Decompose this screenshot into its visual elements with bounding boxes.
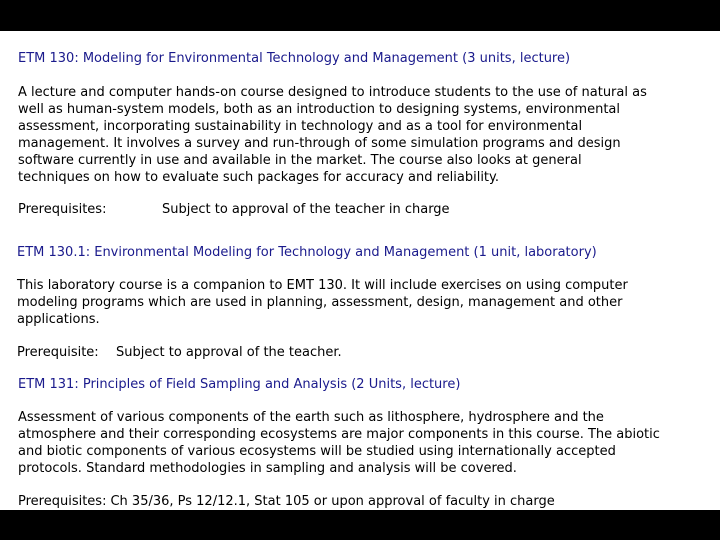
- course-prerequisites-etm130-1: [17, 344, 707, 361]
- course-prerequisites-etm130: [18, 201, 708, 218]
- prerequisites-value: Subject to approval of the teacher in charge: [162, 202, 450, 217]
- course-description-etm130: A lecture and computer hands-on course designed to introduce students to the use of natural as well as human-system models, both as an introduction to designing systems, environmental assessment, incorporating sustainability in technology and as a tool for environmental management. It involves a survey and run-through of some simulation programs and design software currently in use and available in the market. The course also looks at general techniques on how to evaluate such packages for accuracy and reliability.: [18, 85, 647, 185]
- prerequisites-label: Prerequisites:: [18, 202, 107, 217]
- prerequisites-label: Prerequisite:: [17, 345, 99, 360]
- course-title-etm131: ETM 131: Principles of Field Sampling and Analysis (2 Units, lecture): [18, 377, 461, 392]
- course-description-etm131: Assessment of various components of the earth such as lithosphere, hydrosphere and the atmosphere and their corresponding ecosystems are major components in this course. The abiotic and biotic components of various ecosystems will be studied using internationally accepted protocols. Standard methodologies in sampling and analysis will be covered.: [18, 410, 660, 476]
- document-page: [0, 31, 720, 510]
- course-description-etm130-1: This laboratory course is a companion to EMT 130. It will include exercises on using computer modeling programs which are used in planning, assessment, design, management and other applications.: [17, 278, 628, 327]
- prerequisites-value: Ch 35/36, Ps 12/12.1, Stat 105 or upon approval of faculty in charge: [110, 494, 555, 509]
- course-title-etm130-1: ETM 130.1: Environmental Modeling for Technology and Management (1 unit, laboratory): [17, 245, 597, 260]
- prerequisites-value: Subject to approval of the teacher.: [116, 345, 342, 360]
- prerequisites-label: Prerequisites:: [18, 494, 107, 509]
- course-title-etm130: ETM 130: Modeling for Environmental Technology and Management (3 units, lecture): [18, 51, 571, 66]
- course-prerequisites-etm131: [18, 493, 708, 510]
